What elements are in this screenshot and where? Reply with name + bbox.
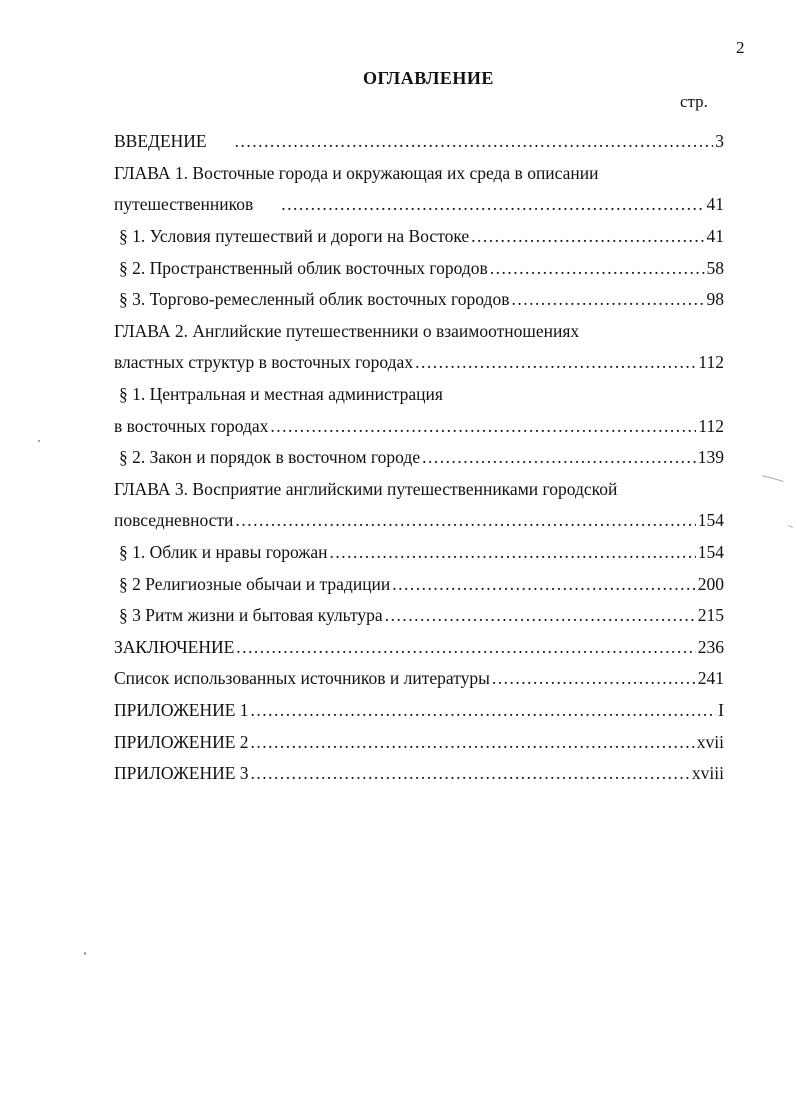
toc-entry-page: 98 [706, 289, 724, 310]
page-column-label: стр. [680, 92, 708, 111]
scan-speck [84, 952, 86, 955]
toc-dot-leader [251, 732, 695, 753]
toc-dot-leader [251, 700, 717, 721]
toc-entry-2-1[interactable] [114, 379, 724, 411]
toc-entry-text: ПРИЛОЖЕНИЕ 3 [114, 763, 249, 784]
toc-entry-text: властных структур в восточных городах [114, 352, 414, 373]
toc-entry-page: 3 [715, 131, 724, 152]
toc-entry-chapter-1-cont[interactable] [114, 189, 724, 221]
toc-entry-text: путешественников [114, 194, 254, 215]
toc-entry-1-1[interactable] [114, 221, 724, 253]
toc-dot-leader [385, 605, 696, 626]
toc-dot-leader [415, 352, 696, 373]
toc-dot-leader [281, 194, 704, 215]
page-number: 2 [736, 38, 745, 57]
toc-dot-leader [251, 763, 690, 784]
toc-entry-page: 154 [697, 510, 724, 531]
toc-entry-3-3[interactable] [114, 600, 724, 632]
toc-dot-leader [270, 416, 696, 437]
toc-entry-1-2[interactable] [114, 252, 724, 284]
toc-entry-page: I [718, 699, 724, 720]
toc-entry-chapter-2[interactable] [114, 316, 724, 348]
toc-entry-text: § 1. Центральная и местная администрация [119, 384, 443, 405]
toc-entry-text: § 1. Облик и нравы горожан [119, 542, 328, 563]
toc-entry-page: xvii [696, 731, 724, 752]
toc-entry-page: 41 [706, 226, 724, 247]
toc-entry-page: 200 [697, 573, 724, 594]
toc-entry-page: 236 [697, 636, 724, 657]
toc-entry-text: § 3. Торгово-ремесленный облик восточных городов [119, 289, 510, 310]
toc-dot-leader [235, 131, 714, 152]
toc-entry-text: § 1. Условия путешествий и дороги на Востоке [119, 226, 470, 247]
toc-entry-text: § 2 Религиозные обычаи и традиции [119, 573, 391, 594]
toc-dot-leader [330, 542, 696, 563]
toc-entry-chapter-3-cont[interactable] [114, 505, 724, 537]
toc-dot-leader [392, 574, 695, 595]
toc-entry-appendix-2[interactable] [114, 726, 724, 758]
toc-entry-text: в восточных городах [114, 415, 269, 436]
toc-entry-introduction[interactable] [114, 126, 724, 158]
toc-entry-text: § 3 Ритм жизни и бытовая культура [119, 605, 383, 626]
scan-speck [38, 440, 40, 442]
toc-entry-page: 139 [697, 447, 724, 468]
toc-entry-3-2[interactable] [114, 568, 724, 600]
toc-entry-text: ПРИЛОЖЕНИЕ 2 [114, 731, 249, 752]
toc-entry-text: повседневности [114, 510, 234, 531]
scan-speck [762, 475, 784, 482]
toc-entry-2-1-cont[interactable] [114, 410, 724, 442]
table-of-contents [114, 126, 724, 789]
toc-entry-text: § 2. Закон и порядок в восточном городе [119, 447, 421, 468]
toc-entry-chapter-3[interactable] [114, 474, 724, 506]
toc-dot-leader [471, 226, 704, 247]
toc-entry-text: ВВЕДЕНИЕ [114, 131, 207, 152]
toc-entry-page: xviii [691, 763, 724, 784]
toc-entry-2-2[interactable] [114, 442, 724, 474]
toc-dot-leader [235, 510, 695, 531]
toc-entry-page: 112 [698, 415, 724, 436]
toc-entry-chapter-1[interactable] [114, 158, 724, 190]
toc-entry-page: 112 [698, 352, 724, 373]
toc-entry-text: ГЛАВА 1. Восточные города и окружающая их среда в описании [114, 162, 599, 183]
toc-entry-text: Список использованных источников и литературы [114, 668, 490, 689]
toc-dot-leader [236, 637, 695, 658]
toc-entry-page: 58 [706, 257, 724, 278]
toc-dot-leader [490, 258, 705, 279]
toc-dot-leader [492, 668, 696, 689]
toc-entry-text: ЗАКЛЮЧЕНИЕ [114, 636, 235, 657]
toc-dot-leader [422, 447, 696, 468]
toc-entry-1-3[interactable] [114, 284, 724, 316]
toc-entry-appendix-3[interactable] [114, 758, 724, 790]
toc-entry-page: 241 [697, 668, 724, 689]
scan-speck [788, 525, 793, 528]
toc-entry-3-1[interactable] [114, 537, 724, 569]
toc-entry-page: 154 [697, 542, 724, 563]
toc-entry-page: 41 [706, 194, 724, 215]
toc-entry-appendix-1[interactable] [114, 695, 724, 727]
toc-entry-text: § 2. Пространственный облик восточных городов [119, 257, 488, 278]
toc-entry-conclusion[interactable] [114, 632, 724, 664]
page-title: ОГЛАВЛЕНИЕ [363, 68, 494, 88]
toc-entry-bibliography[interactable] [114, 663, 724, 695]
toc-entry-text: ГЛАВА 2. Английские путешественники о взаимоотношениях [114, 320, 580, 341]
toc-dot-leader [511, 289, 704, 310]
toc-entry-chapter-2-cont[interactable] [114, 347, 724, 379]
toc-entry-text: ГЛАВА 3. Восприятие английскими путешественниками городской [114, 478, 618, 499]
toc-entry-text: ПРИЛОЖЕНИЕ 1 [114, 699, 249, 720]
toc-entry-page: 215 [697, 605, 724, 626]
